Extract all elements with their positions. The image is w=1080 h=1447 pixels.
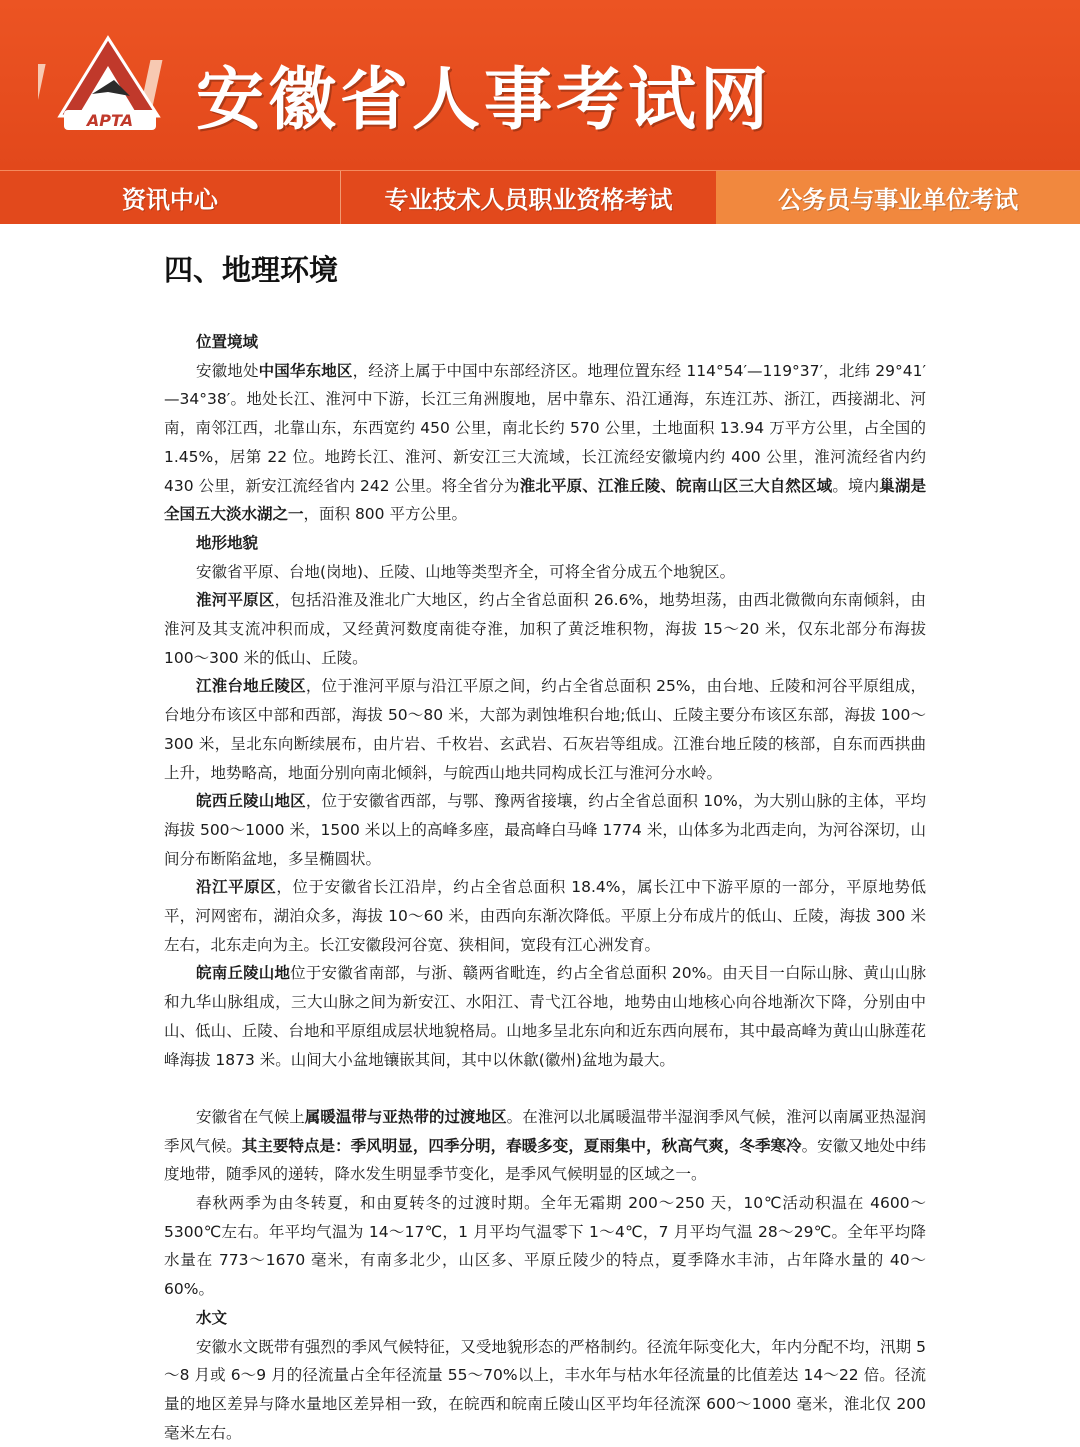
hydrology-paragraph: 安徽水文既带有强烈的季风气候特征，又受地貌形态的严格制约。径流年际变化大，年内分配不均，汛期 5～8 月或 6～9 月的径流量占全年径流量 55～70%以上，丰水年与枯水年径流量的比值差达 14～22 倍。径流量的地区差异与降水量地区差异相一致，在皖西和皖南丘陵山区平均年径流深 600～1000 毫米，淮北仅 200 毫米左右。: [164, 1337, 926, 1442]
terrain-region-paragraph: 江淮台地丘陵区，位于淮河平原与沿江平原之间，约占全省总面积 25%，由台地、丘陵和河谷平原组成，台地分布该区中部和西部，海拔 50～80 米，大部为剥蚀堆积台地;低山、丘陵主要分布该区东部，海拔 100～300 米，呈北东向断续展布，由片岩、千枚岩、玄武岩、石灰岩等组成。江淮台地丘陵的核部，自东而西拱曲上升，地势略高，地面分别向南北倾斜，与皖西山地共同构成长江与淮河分水岭。: [164, 677, 926, 782]
nav-item-professional-exams[interactable]: 专业技术人员职业资格考试: [340, 171, 717, 224]
climate-paragraph: 安徽省在气候上属暖温带与亚热带的过渡地区。在淮河以北属暖温带半湿润季风气候，淮河以南属亚热湿润季风气候。其主要特点是：季风明显，四季分明，春暖多变，夏雨集中，秋高气爽，冬季寒冷。安徽又地处中纬度地带，随季风的递转，降水发生明显季节变化，是季风气候明显的区域之一。: [164, 1107, 926, 1184]
site-title[interactable]: 安徽省人事考试网: [196, 61, 773, 140]
terrain-region-paragraph: 皖南丘陵山地位于安徽省南部，与浙、赣两省毗连，约占全省总面积 20%。由天目一白际山脉、黄山山脉和九华山脉组成，三大山脉之间为新安江、水阳江、青弋江谷地，地势由山地核心向谷地渐次下降，分别由中山、低山、丘陵、台地和平原组成层状地貌格局。山地多呈北东向和近东西向展布，其中最高峰为黄山山脉莲花峰海拔 1873 米。山间大小盆地镶嵌其间，其中以休歙(徽州)盆地为最大。: [164, 964, 926, 1069]
article-body: [164, 250, 926, 1447]
nav-item-civil-service-exams[interactable]: 公务员与事业单位考试: [716, 171, 1080, 224]
section-title-location: 位置境域: [196, 333, 259, 351]
location-paragraph: 安徽地处中国华东地区，经济上属于中国中东部经济区。地理位置东经 114°54′—119°37′，北纬 29°41′—34°38′。地处长江、淮河中下游，长江三角洲腹地，居中靠东、沿江通海，东连江苏、浙江，西接湖北、河南，南邻江西，北靠山东，东西宽约 450 公里，南北长约 570 公里，土地面积 13.94 万平方公里，占全国的 1.45%，居第 22 位。地跨长江、淮河、新安江三大流域，长江流经安徽境内约 400 公里，淮河流经省内约 430 公里，新安江流经省内 242 公里。将全省分为淮北平原、江淮丘陵、皖南山区三大自然区域。境内巢湖是全国五大淡水湖之一，面积 800 平方公里。: [164, 361, 926, 524]
terrain-intro: 安徽省平原、台地(岗地)、丘陵、山地等类型齐全，可将全省分成五个地貌区。: [196, 562, 736, 581]
site-banner: [0, 0, 1080, 170]
section-title-terrain: 地形地貌: [196, 533, 259, 552]
terrain-region-paragraph: 皖西丘陵山地区，位于安徽省西部，与鄂、豫两省接壤，约占全省总面积 10%，为大别山脉的主体，平均海拔 500～1000 米，1500 米以上的高峰多座，最高峰白马峰 1774 米，山体多为北西走向，为河谷深切，山间分布断陷盆地，多呈椭圆状。: [164, 792, 926, 868]
page-title: 四、地理环境: [164, 253, 339, 287]
main-nav: [0, 170, 1080, 224]
apta-logo-icon[interactable]: [38, 34, 178, 134]
section-title-hydrology: 水文: [196, 1308, 228, 1327]
terrain-region-paragraph: 沿江平原区，位于安徽省长江沿岸，约占全省总面积 18.4%，属长江中下游平原的一部分，平原地势低平，河网密布，湖泊众多，海拔 10～60 米，由西向东渐次降低。平原上分布成片的低山、丘陵，海拔 300 米左右，北东走向为主。长江安徽段河谷宽、狭相间，宽段有江心洲发育。: [164, 878, 926, 954]
nav-item-news[interactable]: 资讯中心: [121, 186, 218, 214]
climate-details-paragraph: 春秋两季为由冬转夏，和由夏转冬的过渡时期。全年无霜期 200～250 天，10℃活动积温在 4600～5300℃左右。年平均气温为 14～17℃，1 月平均气温零下 1～4℃，7 月平均气温 28～29℃。全年平均降水量在 773～1670 毫米，有南多北少，山区多、平原丘陵少的特点，夏季降水丰沛，占年降水量的 40～60%。: [164, 1194, 926, 1299]
logo-text: APTA: [86, 111, 134, 130]
terrain-region-paragraph: 淮河平原区，包括沿淮及淮北广大地区，约占全省总面积 26.6%，地势坦荡，由西北微微向东南倾斜，由淮河及其支流冲积而成，又经黄河数度南徙夺淮，加积了黄泛堆积物，海拔 15～20 米，仅东北部分布海拔 100～300 米的低山、丘陵。: [164, 591, 926, 667]
